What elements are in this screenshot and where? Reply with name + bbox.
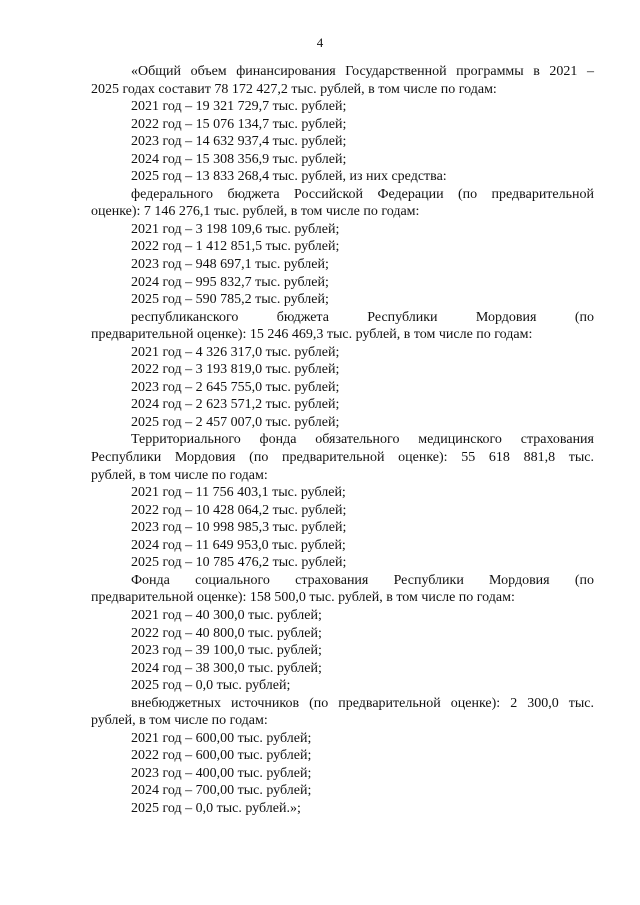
text-line: 2025 год – 0,0 тыс. рублей; [131,678,291,694]
text-line: 2021 год – 19 321 729,7 тыс. рублей; [131,99,347,115]
page-number: 4 [316,35,324,50]
text-line: внебюджетных источников (по предварительной оценке): 2 300,0 тыс. [131,695,594,711]
text-line: 2022 год – 1 412 851,5 тыс. рублей; [131,239,340,255]
text-line: 2023 год – 14 632 937,4 тыс. рублей; [131,134,347,150]
text-line: 2023 год – 400,00 тыс. рублей; [131,765,312,781]
text-line: 2025 год – 0,0 тыс. рублей.»; [131,800,301,816]
text-line: 2024 год – 700,00 тыс. рублей; [131,783,312,799]
text-line: 2025 годах составит 78 172 427,2 тыс. рублей, в том числе по годам: [91,81,497,97]
text-line: 2021 год – 3 198 109,6 тыс. рублей; [131,221,340,237]
text-line: 2024 год – 2 623 571,2 тыс. рублей; [131,397,340,413]
text-line: предварительной оценке): 158 500,0 тыс. рублей, в том числе по годам: [91,590,515,606]
text-line: 2022 год – 40 800,0 тыс. рублей; [131,625,322,641]
text-line: 2023 год – 2 645 755,0 тыс. рублей; [131,379,340,395]
text-line: 2024 год – 11 649 953,0 тыс. рублей; [131,537,346,553]
document-body [91,63,594,818]
text-line: Территориального фонда обязательного медицинского страхования [131,432,594,448]
text-line: 2025 год – 590 785,2 тыс. рублей; [131,292,329,308]
text-line: рублей, в том числе по годам: [91,713,268,729]
text-line: 2022 год – 15 076 134,7 тыс. рублей; [131,116,347,132]
text-line: 2023 год – 10 998 985,3 тыс. рублей; [131,520,347,536]
text-line: 2022 год – 10 428 064,2 тыс. рублей; [131,502,347,518]
text-line: «Общий объем финансирования Государственной программы в 2021 – [131,64,594,79]
text-line: 2024 год – 38 300,0 тыс. рублей; [131,660,322,676]
text-line: оценке): 7 146 276,1 тыс. рублей, в том числе по годам: [91,204,420,220]
text-line: 2022 год – 600,00 тыс. рублей; [131,748,312,764]
text-line: Республики Мордовия (по предварительной оценке): 55 618 881,8 тыс. [91,450,594,466]
text-line: республиканского бюджета Республики Мордовия (по [131,309,594,325]
text-line: предварительной оценке): 15 246 469,3 тыс. рублей, в том числе по годам: [91,327,533,343]
text-line: 2023 год – 948 697,1 тыс. рублей; [131,257,329,273]
text-line: 2025 год – 10 785 476,2 тыс. рублей; [131,555,347,571]
text-line: 2025 год – 2 457 007,0 тыс. рублей; [131,414,340,430]
text-line: 2021 год – 600,00 тыс. рублей; [131,730,312,746]
text-line: 2021 год – 4 326 317,0 тыс. рублей; [131,344,340,360]
text-line: 2022 год – 3 193 819,0 тыс. рублей; [131,362,340,378]
text-line: рублей, в том числе по годам: [91,467,268,483]
text-line: 2024 год – 995 832,7 тыс. рублей; [131,274,329,290]
text-line: 2023 год – 39 100,0 тыс. рублей; [131,643,322,659]
text-line: 2024 год – 15 308 356,9 тыс. рублей; [131,151,347,167]
text-line: 2021 год – 40 300,0 тыс. рублей; [131,607,322,623]
text-line: Фонда социального страхования Республики Мордовия (по [131,572,594,588]
text-line: федерального бюджета Российской Федерации (по предварительной [131,186,594,202]
text-line: 2021 год – 11 756 403,1 тыс. рублей; [131,485,346,501]
text-line: 2025 год – 13 833 268,4 тыс. рублей, из них средства: [131,169,447,185]
